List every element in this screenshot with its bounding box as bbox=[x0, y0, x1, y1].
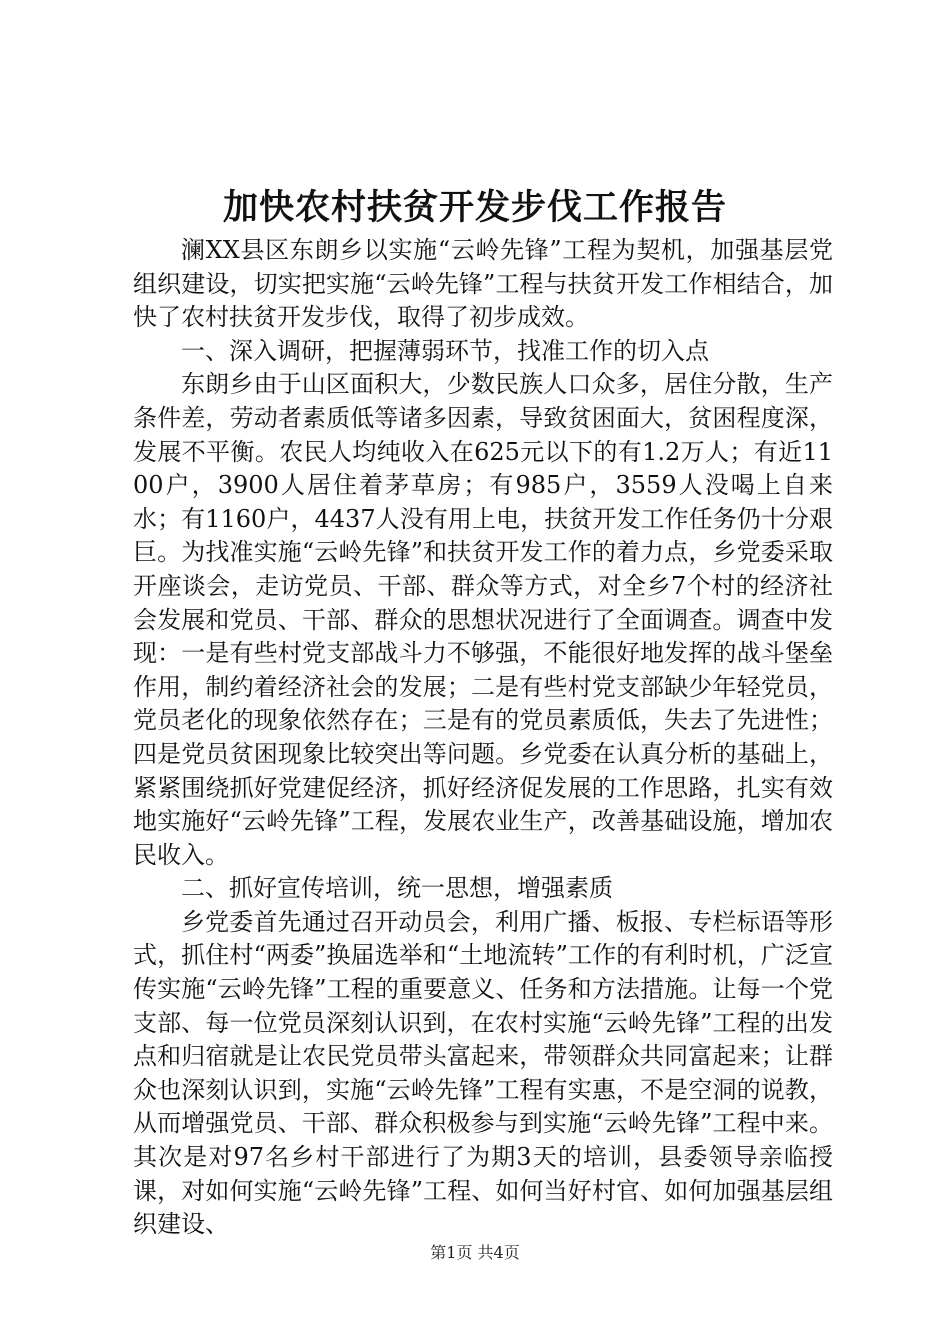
section-heading-2: 二、抓好宣传培训，统一思想，增强素质 bbox=[181, 874, 613, 903]
section-1-paragraph: 东朗乡由于山区面积大，少数民族人口众多，居住分散，生产条件差，劳动者素质低等诸多因素，导致贫困面大，贫困程度深，发展不平衡。农民人均纯收入在625元以下的有1.2万人；有近1100户，3900人居住着茅草房；有985户，3559人没喝上自来水；有1160户，4437人没有用上电，扶贫开发工作任务仍十分艰巨。为找准实施“云岭先锋”和扶贫开发工作的着力点，乡党委采取开座谈会，走访党员、干部、群众等方式，对全乡7个村的经济社会发展和党员、干部、群众的思想状况进行了全面调查。调查中发现：一是有些村党支部战斗力不够强，不能很好地发挥的战斗堡垒作用，制约着经济社会的发展；二是有些村党支部缺少年轻党员，党员老化的现象依然存在；三是有的党员素质低，失去了先进性；四是党员贫困现象比较突出等问题。乡党委在认真分析的基础上，紧紧围绕抓好党建促经济，抓好经济促发展的工作思路，扎实有效地实施好“云岭先锋”工程，发展农业生产，改善基础设施，增加农民收入。 bbox=[133, 370, 833, 869]
document-body bbox=[133, 234, 833, 1242]
document-title: 加快农村扶贫开发步伐工作报告 bbox=[222, 187, 727, 228]
page-number-footer: 第1页 共4页 bbox=[430, 1243, 520, 1262]
intro-paragraph: 澜XX县区东朗乡以实施“云岭先锋”工程为契机，加强基层党组织建设，切实把实施“云岭先锋”工程与扶贫开发工作相结合，加快了农村扶贫开发步伐，取得了初步成效。 bbox=[133, 236, 833, 332]
section-heading-1: 一、深入调研，把握薄弱环节，找准工作的切入点 bbox=[181, 336, 709, 365]
section-2-paragraph: 乡党委首先通过召开动员会，利用广播、板报、专栏标语等形式，抓住村“两委”换届选举和“土地流转”工作的有利时机，广泛宣传实施“云岭先锋”工程的重要意义、任务和方法措施。让每一个党支部、每一位党员深刻认识到，在农村实施“云岭先锋”工程的出发点和归宿就是让农民党员带头富起来，带领群众共同富起来；让群众也深刻认识到，实施“云岭先锋”工程有实惠，不是空洞的说教，从而增强党员、干部、群众积极参与到实施“云岭先锋”工程中来。其次是对97名乡村干部进行了为期3天的培训，县委领导亲临授课，对如何实施“云岭先锋”工程、如何当好村官、如何加强基层组织建设、 bbox=[133, 907, 833, 1239]
